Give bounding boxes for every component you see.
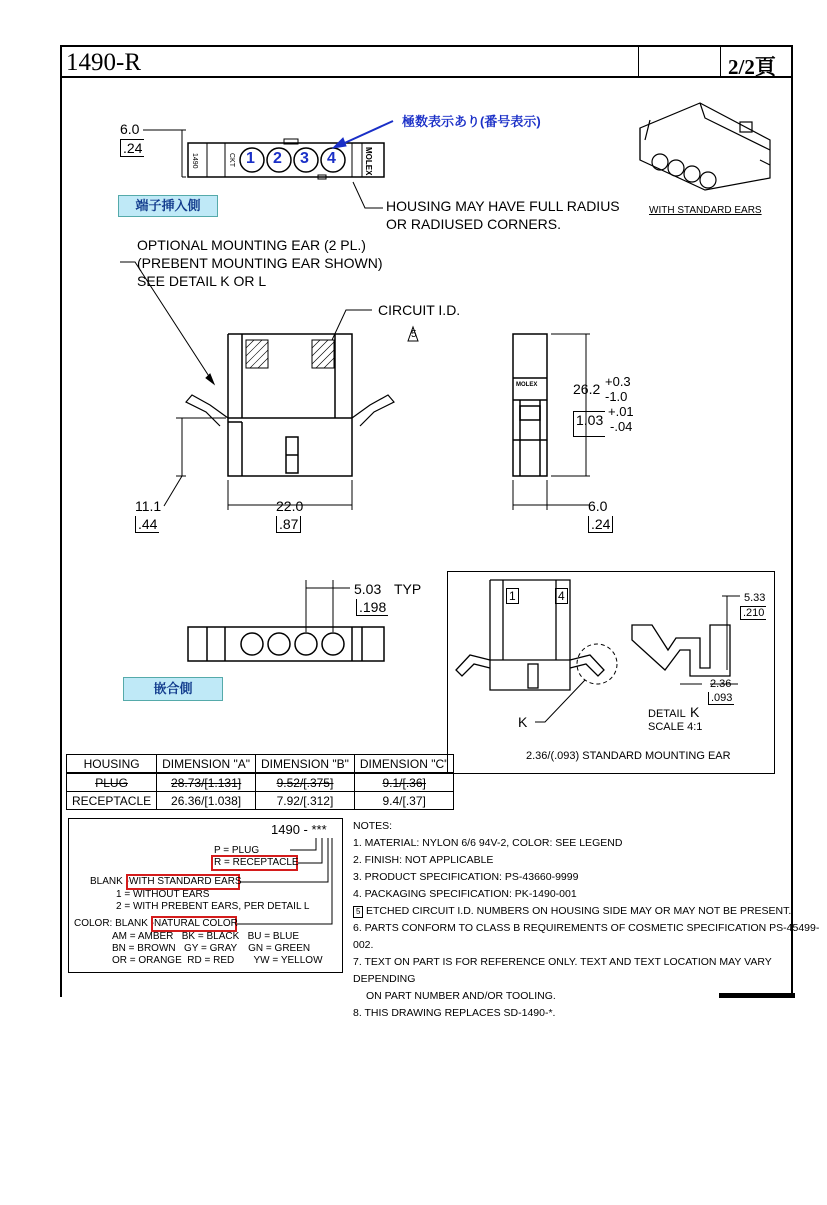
side-code: 1490 bbox=[191, 153, 198, 169]
detail-flag-left: 1 bbox=[506, 588, 519, 604]
dim-side-depth: 6.0 bbox=[588, 498, 608, 514]
r-receptacle: R = RECEPTACLE bbox=[214, 857, 299, 868]
note-item-5 bbox=[353, 903, 827, 920]
detail-label-k: K bbox=[518, 714, 528, 730]
note-item: 3. PRODUCT SPECIFICATION: PS-43660-9999 bbox=[353, 871, 579, 883]
dim-top-height-in: .24 bbox=[120, 139, 144, 157]
bottom-view-housing bbox=[188, 627, 384, 661]
iso-view bbox=[640, 103, 770, 190]
insertion-side-label: 端子挿入側 bbox=[118, 195, 218, 217]
note-item: 6. PARTS CONFORM TO CLASS B REQUIREMENTS OF COSMETIC SPECIFICATION PS-45499-002. bbox=[353, 922, 820, 951]
note-item: 4. PACKAGING SPECIFICATION: PK-1490-001 bbox=[353, 888, 577, 900]
table-cell: RECEPTACLE bbox=[67, 792, 157, 810]
table-row bbox=[67, 792, 454, 810]
notes-title: NOTES: bbox=[353, 820, 393, 832]
colors-line-3: OR = ORANGE RD = RED YW = YELLOW bbox=[112, 955, 323, 966]
flag-note-5: 5 bbox=[411, 329, 417, 340]
dim-side-height: 26.2 bbox=[573, 381, 601, 397]
detail-dim-a-in: .210 bbox=[740, 606, 766, 620]
iso-caption: WITH STANDARD EARS bbox=[649, 205, 762, 216]
table-header: DIMENSION "B" bbox=[256, 755, 355, 774]
table-header: DIMENSION "A" bbox=[157, 755, 256, 774]
notes-block bbox=[353, 818, 827, 1022]
note-item: 8. THIS DRAWING REPLACES SD-1490-*. bbox=[353, 1007, 556, 1019]
blank-label: BLANK - bbox=[90, 876, 129, 887]
pitch-in: .198 bbox=[356, 599, 388, 616]
with-ears: WITH STANDARD EARS bbox=[129, 876, 242, 887]
table-cell: 26.36/[1.038] bbox=[157, 792, 256, 810]
top-view-housing bbox=[188, 139, 384, 179]
circuit-3: 3 bbox=[300, 150, 309, 167]
mounting-ears bbox=[186, 395, 394, 426]
pitch: 5.03 bbox=[354, 581, 382, 597]
side-brand: MOLEX bbox=[516, 382, 538, 388]
circuit-1: 1 bbox=[246, 150, 255, 167]
tol-minus: -1.0 bbox=[605, 389, 628, 404]
table-cell: 28.73/[1.131] bbox=[157, 773, 256, 792]
page-number: 2/2頁 bbox=[728, 55, 776, 79]
colors-line-1: AM = AMBER BK = BLACK BU = BLUE bbox=[112, 931, 300, 942]
housing-note-2: OR RADIUSED CORNERS. bbox=[386, 216, 562, 232]
detail-caption: 2.36/(.093) STANDARD MOUNTING EAR bbox=[526, 750, 731, 762]
p-plug: P = PLUG bbox=[214, 845, 260, 856]
table-cell: 9.4/[.37] bbox=[354, 792, 454, 810]
detail-box bbox=[447, 571, 775, 774]
note-item: 1. MATERIAL: NYLON 6/6 94V-2, COLOR: SEE LEGEND bbox=[353, 837, 623, 849]
circuit-2: 2 bbox=[273, 150, 282, 167]
note-item: 7. TEXT ON PART IS FOR REFERENCE ONLY. TEXT AND TEXT LOCATION MAY VARY DEPENDING bbox=[353, 956, 772, 985]
tol-minus-in: -.04 bbox=[610, 419, 633, 434]
polarity-note: 極数表示あり(番号表示) bbox=[402, 114, 541, 129]
dim-ear-height: 11.1 bbox=[135, 498, 162, 514]
detail-title-k: K bbox=[690, 704, 700, 720]
circuit-id-label: CIRCUIT I.D. bbox=[378, 302, 461, 318]
side-view-housing bbox=[513, 334, 547, 476]
hatch bbox=[246, 340, 334, 368]
natural-color: NATURAL COLOR bbox=[154, 918, 238, 929]
detail-scale: SCALE 4:1 bbox=[648, 721, 703, 733]
note-flag-5: 5 bbox=[353, 906, 363, 918]
table-header-row bbox=[67, 755, 454, 774]
dim-top-height: 6.0 bbox=[120, 121, 140, 137]
table-cell: 7.92/[.312] bbox=[256, 792, 355, 810]
ear-note-1: OPTIONAL MOUNTING EAR (2 PL.) bbox=[137, 237, 366, 253]
note-item: ON PART NUMBER AND/OR TOOLING. bbox=[366, 990, 556, 1002]
note-item: 2. FINISH: NOT APPLICABLE bbox=[353, 854, 494, 866]
tol-plus-in: +.01 bbox=[608, 404, 634, 419]
part-code: 1490 - *** bbox=[271, 822, 327, 837]
ckt-text: CKT bbox=[228, 153, 235, 167]
housing-note-1: HOUSING MAY HAVE FULL RADIUS bbox=[386, 198, 620, 214]
color-label: COLOR: BLANK - bbox=[74, 918, 155, 929]
dim-ear-height-in: .44 bbox=[135, 516, 159, 533]
table-cell: 9.1/[.36] bbox=[354, 773, 454, 792]
detail-flag-right: 4 bbox=[555, 588, 568, 604]
dim-width-in: .87 bbox=[276, 516, 301, 533]
drawing-title: 1490-R bbox=[66, 49, 141, 76]
circuit-4: 4 bbox=[327, 150, 336, 167]
ear-note-3: SEE DETAIL K OR L bbox=[137, 273, 267, 289]
table-cell: 9.52/[.375] bbox=[256, 773, 355, 792]
note-text-5: ETCHED CIRCUIT I.D. NUMBERS ON HOUSING SIDE MAY OR MAY NOT BE PRESENT. bbox=[366, 905, 792, 917]
dimension-table bbox=[66, 754, 454, 810]
detail-dim-a: 5.33 bbox=[744, 592, 766, 604]
table-header: HOUSING bbox=[67, 755, 157, 774]
detail-dim-b-in: .093 bbox=[708, 692, 734, 705]
opt-without-ears: 1 = WITHOUT EARS bbox=[116, 889, 210, 900]
table-row bbox=[67, 773, 454, 792]
tol-plus: +0.3 bbox=[605, 374, 631, 389]
colors-line-2: BN = BROWN GY = GRAY GN = GREEN bbox=[112, 943, 311, 954]
dim-side-height-in: 1.03 bbox=[573, 411, 605, 437]
opt-prebent-ears: 2 = WITH PREBENT EARS, PER DETAIL L bbox=[116, 901, 310, 912]
pitch-typ: TYP bbox=[394, 581, 422, 597]
brand-text: MOLEX bbox=[364, 147, 373, 176]
dim-width: 22.0 bbox=[276, 498, 304, 514]
detail-title: DETAIL bbox=[648, 708, 686, 720]
table-header: DIMENSION "C" bbox=[354, 755, 454, 774]
ear-note-2: (PREBENT MOUNTING EAR SHOWN) bbox=[137, 255, 383, 271]
table-cell: PLUG bbox=[67, 773, 157, 792]
mating-side-label: 嵌合側 bbox=[123, 677, 223, 701]
detail-dim-b: 2.36 bbox=[710, 678, 732, 690]
dim-side-depth-in: .24 bbox=[588, 516, 613, 533]
